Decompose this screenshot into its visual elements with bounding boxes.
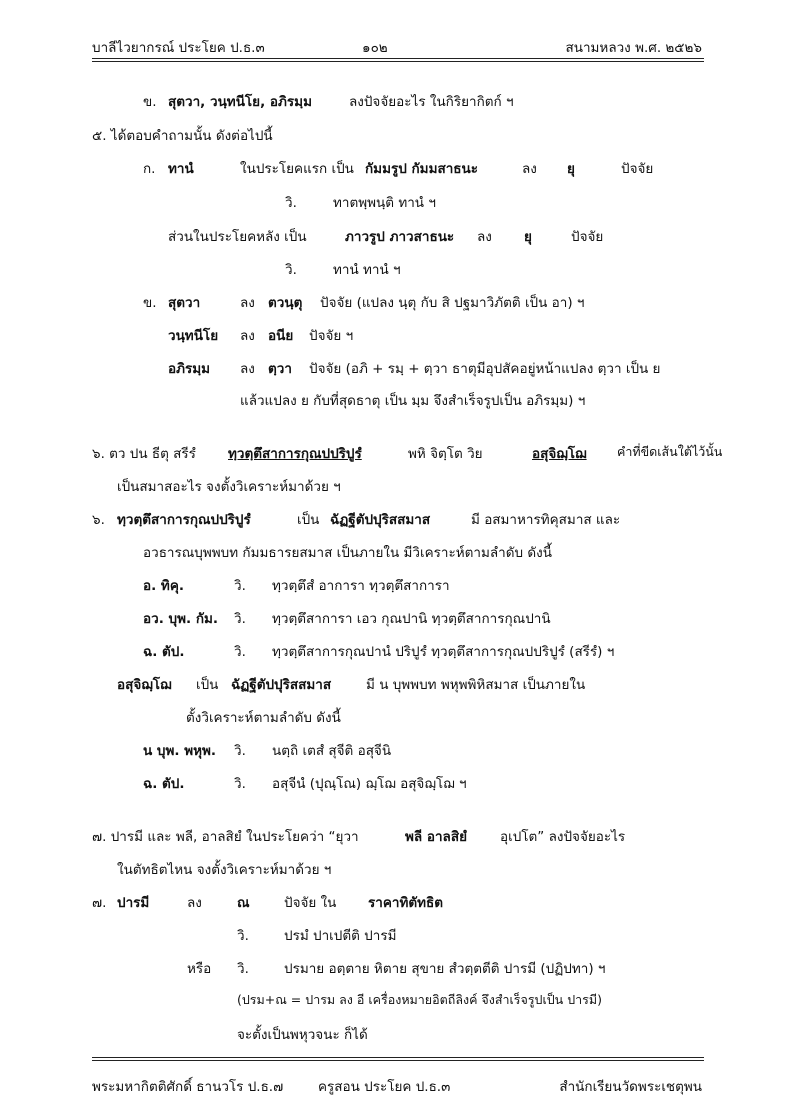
question-6-text: ๖. ตว ปน ธีตุ สรีรํ <box>92 446 196 462</box>
term: ตวนฺตุ <box>268 295 303 311</box>
term: ปารมี <box>117 895 150 911</box>
text: ปัจจัย ฯ <box>309 328 354 344</box>
text: เป็น <box>297 512 320 528</box>
analysis: อสุจีนํ (ปุณฺโณ) ฌฺโฌ อสุจิฌฺโฌ ฯ <box>272 776 467 792</box>
term-underlined <box>228 442 362 464</box>
analysis: นตฺถิ เตสํ สุจีติ อสุจีนิ <box>272 743 392 759</box>
vi-label: วิ. <box>234 644 246 660</box>
text: ลง <box>240 328 255 344</box>
analysis: ทฺวตฺตึสาการกุณปานํ ปริปูรํ ทฺวตฺตึสาการกุณปปริปูรํ (สรีรํ) ฯ <box>272 644 615 660</box>
question-5-answer-intro: ๕. ได้ตอบคำถามนั้น ดังต่อไปนี้ <box>92 128 273 144</box>
footer-center: ครูสอน ประโยค ป.ธ.๓ <box>318 1079 451 1095</box>
text: ปัจจัย (แปลง นฺตุ กับ สิ ปฐมาวิภัตติ เป็น อา) ฯ <box>320 295 585 311</box>
text: มี อสมาหารทิคุสมาส และ <box>471 512 621 528</box>
text: ปัจจัย <box>571 229 604 245</box>
item-label: ข. <box>143 94 157 110</box>
analysis-type: น บุพ. พหุพ. <box>143 743 217 759</box>
term: ราคาทิตัทธิต <box>368 895 444 911</box>
analysis: ทฺวตฺตึสาการา เอว กุณปานิ ทฺวตฺตึสาการกุณปานิ <box>272 611 551 627</box>
text: ลง <box>477 229 492 245</box>
text: คำที่ขีดเส้นใต้ไว้นั้น <box>617 444 723 459</box>
term: ภาวรูป ภาวสาธนะ <box>345 229 455 245</box>
text: อุเปโต” ลงปัจจัยอะไร <box>500 829 626 845</box>
text: หรือ <box>187 961 212 977</box>
text: แล้วแปลง ย กับที่สุดธาตุ เป็น มฺม จึงสำเร็จรูปเป็น อภิรมฺม) ฯ <box>240 393 586 409</box>
term: ทฺวตฺตึสาการกุณปปริปูรํ <box>117 512 251 528</box>
analysis: ปรมาย อตฺตาย หิตาย สุขาย สํวตฺตตีติ ปารมี (ปฏิปทา) ฯ <box>284 961 606 977</box>
vi-label: วิ. <box>237 961 249 977</box>
text: ส่วนในประโยคหลัง เป็น <box>168 229 307 245</box>
text: เป็นสมาสอะไร จงตั้งวิเคราะห์มาด้วย ฯ <box>117 479 341 495</box>
analysis: ทานํ ทานํ ฯ <box>333 262 401 278</box>
term: สุตวา <box>168 295 201 311</box>
text: (ปรม+ณ = ปารม ลง อี เครื่องหมายอิตถีลิงค์ จึงสำเร็จรูปเป็น ปารมี) <box>237 992 602 1007</box>
term: กัมมรูป กัมมสาธนะ <box>365 161 479 177</box>
term: ณ <box>237 895 250 911</box>
term: ทานํ <box>168 161 194 177</box>
term: วนฺทนีโย <box>168 328 219 344</box>
text: ในประโยคแรก เป็น <box>240 161 354 177</box>
text: เป็น <box>196 677 219 693</box>
vi-label: วิ. <box>234 743 246 759</box>
answer-number: ๗. <box>92 895 107 911</box>
footer-left: พระมหากิตติศักดิ์ ธานวโร ป.ธ.๗ <box>92 1079 284 1095</box>
text: ปัจจัย ใน <box>284 895 337 911</box>
analysis-type: อว. บุพ. กัม. <box>143 611 219 627</box>
term: ตฺวา <box>268 361 292 377</box>
vi-label: วิ. <box>234 776 246 792</box>
text: พหิ จิตฺโต วิย <box>408 446 483 462</box>
text: ลง <box>522 161 537 177</box>
text: ลง <box>240 295 255 311</box>
term: สุตวา, วนฺทนีโย, อภิรมฺม <box>168 94 312 110</box>
analysis: ทาตพฺพนฺติ ทานํ ฯ <box>333 195 436 211</box>
term-underlined <box>532 442 587 464</box>
analysis-type: อ. ทิคุ. <box>143 578 184 594</box>
term: ฉัฏฐีตัปปุริสสมาส <box>330 512 431 528</box>
vi-label: วิ. <box>234 578 246 594</box>
analysis-type: ฉ. ตัป. <box>143 776 185 792</box>
text: จะตั้งเป็นพหุวจนะ ก็ได้ <box>237 1027 368 1043</box>
text: ตั้งวิเคราะห์ตามลำดับ ดังนี้ <box>186 710 341 726</box>
answer-number: ๖. <box>92 512 105 528</box>
header-rule-top <box>92 58 704 59</box>
text: มี น บุพพบท พหุพพิหิสมาส เป็นภายใน <box>366 677 586 693</box>
question-7-text: ๗. ปารมี และ พลี, อาลสิยํ ในประโยคว่า “ยุวา <box>92 829 359 845</box>
term: อภิรมฺม <box>168 361 211 377</box>
footer-rule-top <box>92 1057 704 1058</box>
term: ยุ <box>567 161 575 177</box>
underlined-compound: อสุจิฌฺโฌ <box>532 446 587 462</box>
item-label: ก. <box>143 161 156 177</box>
footer-right: สำนักเรียนวัดพระเชตุพน <box>559 1079 702 1095</box>
term: ยุ <box>524 229 532 245</box>
term: อนีย <box>268 328 294 344</box>
vi-label: วิ. <box>234 611 246 627</box>
term: อสุจิฌฺโฌ <box>117 677 172 693</box>
text: อวธารณบุพพบท กัมมธารยสมาส เป็นภายใน มีวิเคราะห์ตามลำดับ ดังนี้ <box>143 545 552 561</box>
text: ลงปัจจัยอะไร ในกิริยากิตก์ ฯ <box>349 94 514 110</box>
header-right: สนามหลวง พ.ศ. ๒๕๒๖ <box>565 40 702 56</box>
text: ในตัทธิตไหน จงตั้งวิเคราะห์มาด้วย ฯ <box>117 862 332 878</box>
page-number: ๑๐๒ <box>362 40 388 56</box>
analysis: ทฺวตฺตึสํ อาการา ทฺวตฺตึสาการา <box>272 578 450 594</box>
text: ลง <box>187 895 202 911</box>
underlined-compound: ทฺวตฺตึสาการกุณปปริปูรํ <box>228 446 362 462</box>
text: ลง <box>240 361 255 377</box>
term: พลี อาลสิยํ <box>405 829 467 845</box>
term: ฉัฏฐีตัปปุริสสมาส <box>231 677 332 693</box>
vi-label: วิ. <box>285 262 297 278</box>
vi-label: วิ. <box>237 928 249 944</box>
text: ปัจจัย <box>621 161 654 177</box>
vi-label: วิ. <box>285 195 297 211</box>
analysis-type: ฉ. ตัป. <box>143 644 185 660</box>
header-left: บาลีไวยากรณ์ ประโยค ป.ธ.๓ <box>92 40 265 56</box>
analysis: ปรมํ ปาเปตีติ ปารมี <box>284 928 397 944</box>
item-label: ข. <box>143 295 157 311</box>
header-rule-bottom <box>92 61 704 62</box>
text: ปัจจัย (อภิ + รมฺ + ตฺวา ธาตุมีอุปสัคอยู่หน้าแปลง ตฺวา เป็น ย <box>309 361 661 377</box>
footer-rule-bottom <box>92 1060 704 1061</box>
